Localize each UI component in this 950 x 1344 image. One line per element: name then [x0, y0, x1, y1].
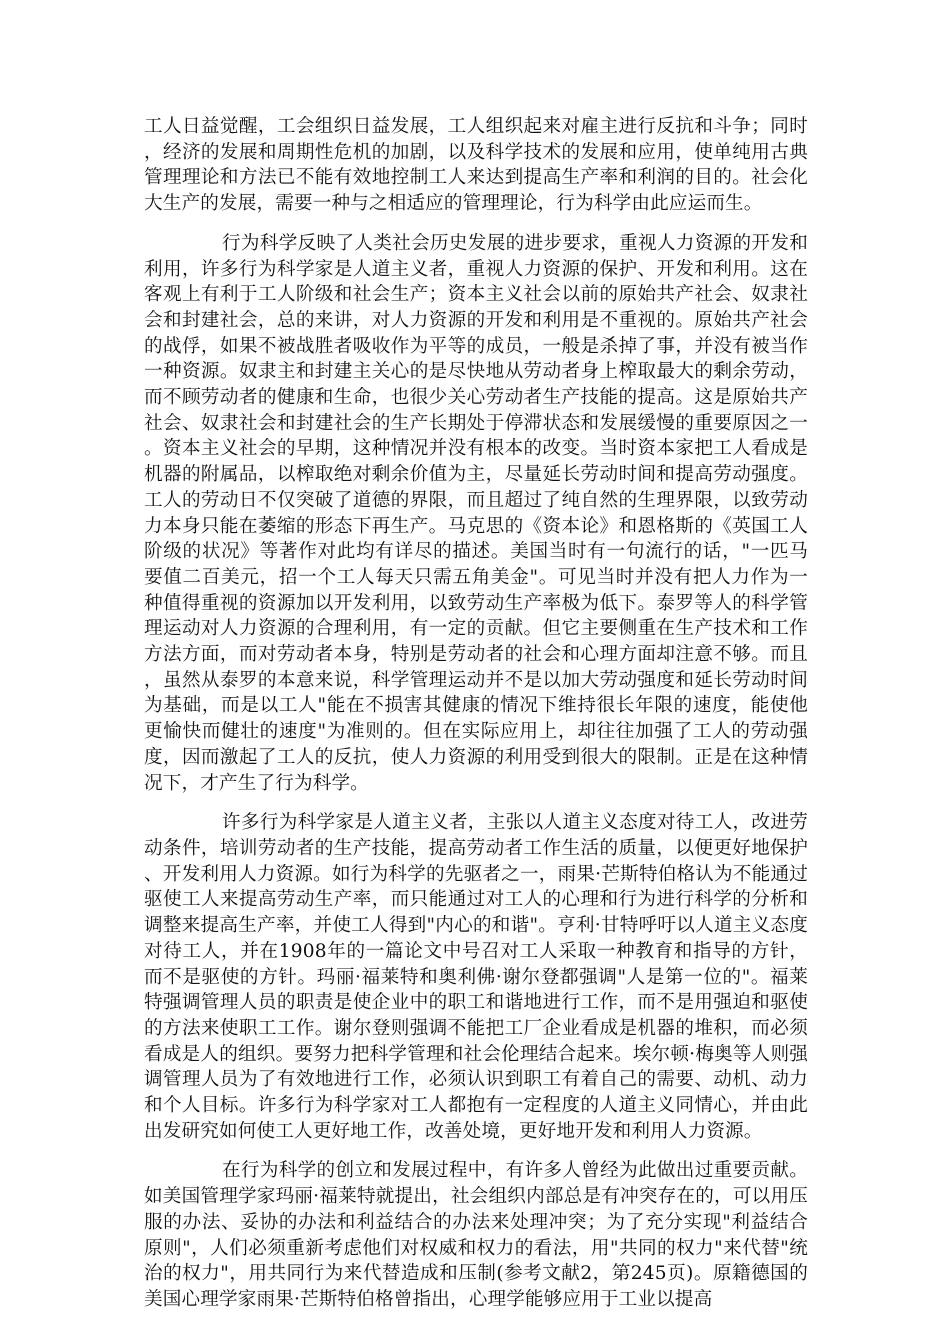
paragraph-4: 在行为科学的创立和发展过程中，有许多人曾经为此做出过重要贡献。如美国管理学家玛丽·福莱特就提出，社会组织内部总是有冲突存在的，可以用压服的办法、妥协的办法和利益结合的办法来处理冲突；为了充分实现"利益结合原则"，人们必须重新考虑他们对权威和权力的看法，用"共同的权力"来代替"统治的权力"，用共同行为来代替造成和压制(参考文献2，第245页)。原籍德国的美国心理学家雨果·芒斯特伯格曾指出，心理学能够应用于工业以提高 — [144, 1160, 808, 1310]
paragraph-2: 行为科学反映了人类社会历史发展的进步要求，重视人力资源的开发和利用，许多行为科学家是人道主义者，重视人力资源的保护、开发和利用。这在客观上有利于工人阶级和社会生产；资本主义社会以前的原始共产社会、奴隶社会和封建社会，总的来讲，对人力资源的开发和利用是不重视的。原始共产社会的战俘，如果不被战胜者吸收作为平等的成员，一般是杀掉了事，并没有被当作一种资源。奴隶主和封建主关心的是尽快地从劳动者身上榨取最大的剩余劳动，而不顾劳动者的健康和生命，也很少关心劳动者生产技能的提高。这是原始共产社会、奴隶社会和封建社会的生产长期处于停滞状态和发展缓慢的重要原因之一。资本主义社会的早期，这种情况并没有根本的改变。当时资本家把工人看成是机器的附属品，以榨取绝对剩余价值为主，尽量延长劳动时间和提高劳动强度。工人的劳动日不仅突破了道德的界限，而且超过了纯自然的生理界限，以致劳动力本身只能在萎缩的形态下再生产。马克思的《资本论》和恩格斯的《英国工人阶级的状况》等著作对此均有详尽的描述。美国当时有一句流行的话，"一匹马要值二百美元，招一个工人每天只需五角美金"。可见当时并没有把人力作为一种值得重视的资源加以开发利用，以致劳动生产率极为低下。泰罗等人的科学管理运动对人力资源的合理利用，有一定的贡献。但它主要侧重在生产技术和工作方法方面，而对劳动者本身，特别是劳动者的社会和心理方面却注意不够。而且，虽然从泰罗的本意来说，科学管理运动并不是以加大劳动强度和延长劳动时间为基础，而是以工人"能在不损害其健康的情况下维持很长年限的速度，能使他更愉快而健壮的速度"为准则的。但在实际应用上，却往往加强了工人的劳动强度，因而激起了工人的反抗，使人力资源的利用受到很大的限制。正是在这种情况下，才产生了行为科学。 — [144, 232, 808, 794]
paragraph-1: 工人日益觉醒，工会组织日益发展，工人组织起来对雇主进行反抗和斗争；同时，经济的发展和周期性危机的加剧，以及科学技术的发展和应用，使单纯用古典管理理论和方法已不能有效地控制工人来达到提高生产率和利润的目的。社会化大生产的发展，需要一种与之相适应的管理理论，行为科学由此应运而生。 — [144, 116, 808, 215]
paragraph-3: 许多行为科学家是人道主义者，主张以人道主义态度对待工人，改进劳动条件，培训劳动者的生产技能，提高劳动者工作生活的质量，以便更好地保护、开发利用人力资源。如行为科学的先驱者之一，雨果·芒斯特伯格认为不能通过驱使工人来提高劳动生产率，而只能通过对工人的心理和行为进行科学的分析和调整来提高生产率，并使工人得到"内心的和谐"。亨利·甘特呼吁以人道主义态度对待工人，并在1908年的一篇论文中号召对工人采取一种教育和指导的方针，而不是驱使的方针。玛丽·福莱特和奥利佛·谢尔登都强调"人是第一位的"。福莱特强调管理人员的职责是使企业中的职工和谐地进行工作，而不是用强迫和驱使的方法来使职工工作。谢尔登则强调不能把工厂企业看成是机器的堆积，而必须看成是人的组织。要努力把科学管理和社会伦理结合起来。埃尔顿·梅奥等人则强调管理人员为了有效地进行工作，必须认识到职工有着自己的需要、动机、动力和个人目标。许多行为科学家对工人都抱有一定程度的人道主义同情心，并由此出发研究如何使工人更好地工作，改善处境，更好地开发和利用人力资源。 — [144, 812, 808, 1142]
document-page — [144, 114, 808, 1327]
